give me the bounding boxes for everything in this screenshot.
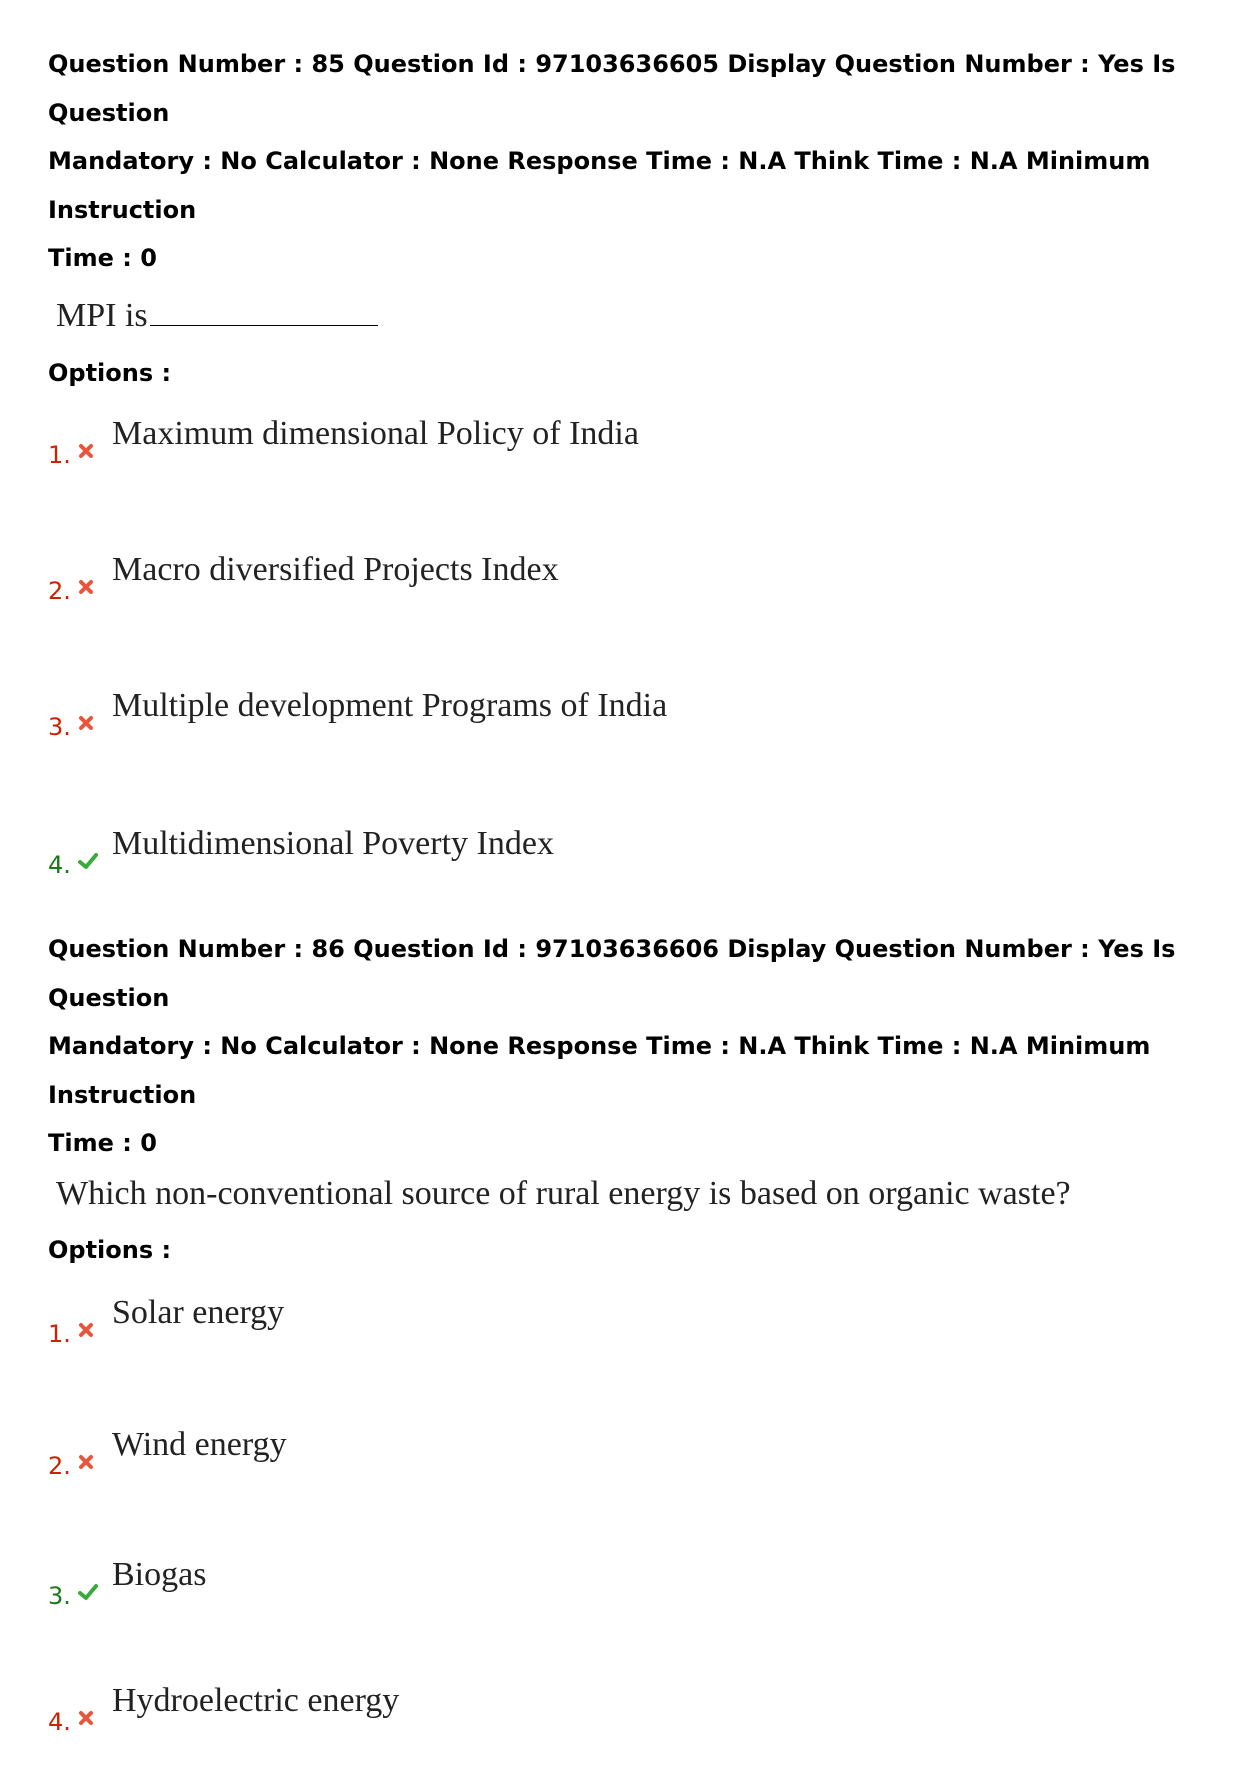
option-4 (48, 821, 1148, 881)
question-meta-line-3: Time : 0 (48, 244, 157, 272)
option-number: 2. (48, 1451, 71, 1480)
option-number: 1. (48, 440, 71, 469)
option-3 (48, 1552, 1148, 1612)
cross-icon (78, 1710, 94, 1726)
option-3 (48, 683, 1148, 743)
cross-icon (78, 579, 94, 595)
check-icon (78, 1582, 98, 1602)
option-1 (48, 1290, 1148, 1350)
option-1 (48, 411, 1148, 471)
option-text: Solar energy (112, 1293, 285, 1331)
option-text: Maximum dimensional Policy of India (112, 414, 639, 452)
options-label: Options : (48, 1235, 172, 1264)
question-text (48, 283, 1208, 349)
question-meta-line-1: Question Number : 85 Question Id : 97103636605 Display Question Number : Yes Is Question (48, 50, 1176, 127)
option-text: Hydroelectric energy (112, 1681, 400, 1719)
option-4 (48, 1678, 1148, 1738)
options-list (48, 397, 1208, 957)
option-number: 2. (48, 576, 71, 605)
question-meta-line-2: Mandatory : No Calculator : None Response Time : N.A Think Time : N.A Minimum Instruction (48, 147, 1151, 224)
option-number: 4. (48, 850, 71, 879)
option-text: Biogas (112, 1555, 207, 1593)
cross-icon (78, 715, 94, 731)
option-text: Macro diversified Projects Index (112, 550, 559, 588)
question-text-content: MPI is (56, 296, 148, 334)
cross-icon (78, 1322, 94, 1338)
question-meta-line-2: Mandatory : No Calculator : None Response Time : N.A Think Time : N.A Minimum Instruction (48, 1032, 1151, 1109)
option-text: Wind energy (112, 1425, 287, 1463)
option-text: Multiple development Programs of India (112, 686, 668, 724)
option-text: Multidimensional Poverty Index (112, 824, 554, 862)
cross-icon (78, 1454, 94, 1470)
fill-in-blank (150, 295, 378, 326)
option-number: 3. (48, 712, 71, 741)
option-2 (48, 547, 1148, 607)
question-meta-line-1: Question Number : 86 Question Id : 97103636606 Display Question Number : Yes Is Question (48, 935, 1176, 1012)
check-icon (78, 851, 98, 871)
options-list (48, 1274, 1208, 1774)
option-number: 4. (48, 1707, 71, 1736)
question-meta-line-3: Time : 0 (48, 1129, 157, 1157)
options-label: Options : (48, 358, 172, 387)
question-text: Which non-conventional source of rural energy is based on organic waste? (56, 1174, 1071, 1212)
option-2 (48, 1422, 1148, 1482)
option-number: 1. (48, 1319, 71, 1348)
question-85 (48, 40, 1208, 957)
option-number: 3. (48, 1581, 71, 1610)
question-86 (48, 925, 1208, 1774)
cross-icon (78, 443, 94, 459)
